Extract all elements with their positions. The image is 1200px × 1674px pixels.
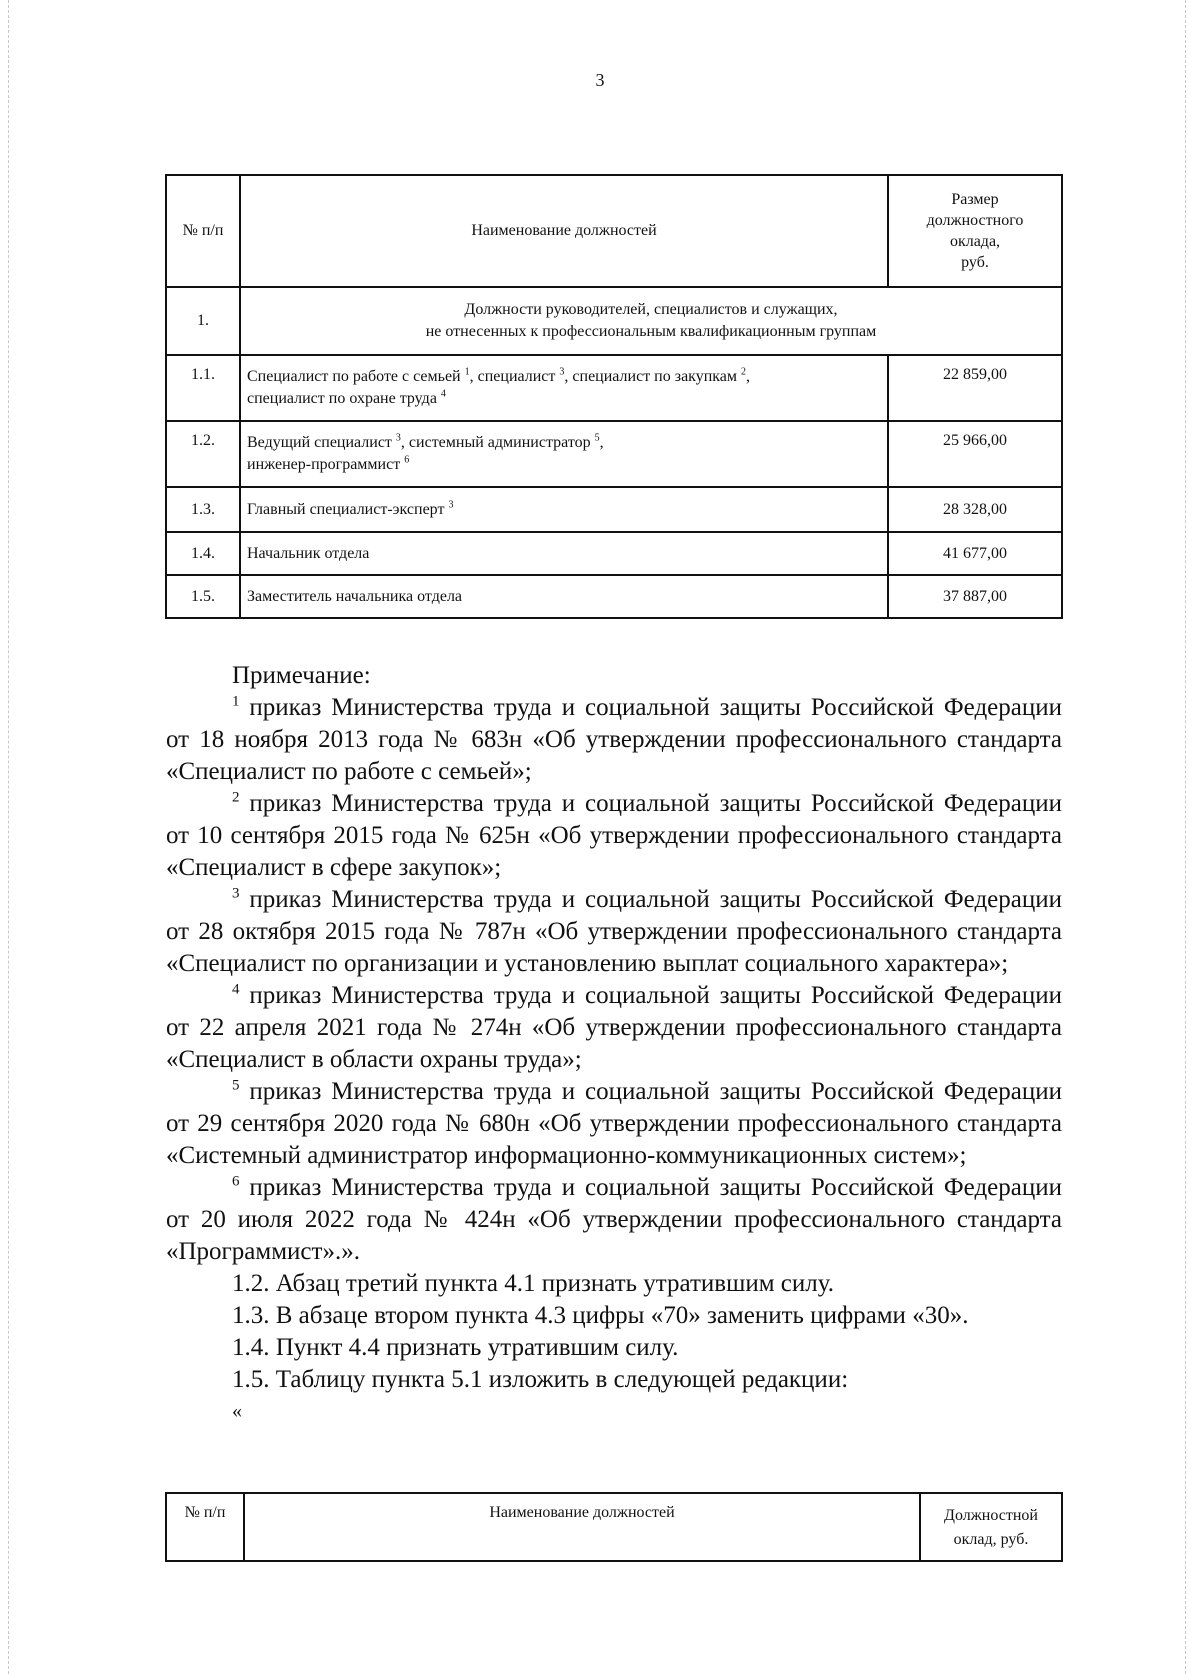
- header-num: № п/п: [166, 175, 240, 287]
- header-num: № п/п: [166, 1493, 244, 1561]
- row-position: Специалист по работе с семьей $^1$, специалист $^3$, специалист по закупкам $^2$, специалист по охране труда $^4$: [240, 355, 888, 421]
- footnote-5: $^5$ приказ Министерства труда и социальной защиты Российской Федерации от 29 сентября 2020 года № 680н «Об утверждении профессионального стандарта «Системный администратор информационно-коммуникационных систем»;: [166, 1077, 1062, 1169]
- quote-open-mark: «: [232, 1400, 242, 1422]
- row-position: Ведущий специалист $^3$, системный администратор $^5$, инженер-программист $^6$: [240, 421, 888, 487]
- row-position: Главный специалист-эксперт $^3$: [240, 487, 888, 532]
- section-num: 1.: [166, 287, 240, 355]
- row-salary: 22 859,00: [888, 355, 1062, 421]
- header-name: Наименование должностей: [244, 1493, 920, 1561]
- clause-1-5: 1.5. Таблицу пункта 5.1 изложить в следующей редакции:: [232, 1366, 849, 1393]
- row-num: 1.1.: [166, 355, 240, 421]
- footnote-6: $^6$ приказ Министерства труда и социальной защиты Российской Федерации от 20 июля 2022 года № 424н «Об утверждении профессионального стандарта «Программист».».: [166, 1173, 1062, 1265]
- table-row: [166, 532, 1062, 575]
- row-num: 1.4.: [166, 532, 240, 575]
- table-header-row: [166, 1493, 1062, 1561]
- footnote-3: $^3$ приказ Министерства труда и социальной защиты Российской Федерации от 28 октября 2015 года № 787н «Об утверждении профессионального стандарта «Специалист по организации и установлению выплат социального характера»;: [166, 885, 1062, 977]
- salary-table: [165, 174, 1063, 619]
- section-title: Должности руководителей, специалистов и служащих, не отнесенных к профессиональным квалификационным группам: [240, 287, 1062, 355]
- row-num: 1.5.: [166, 575, 240, 618]
- footnote-4: $^4$ приказ Министерства труда и социальной защиты Российской Федерации от 22 апреля 2021 года № 274н «Об утверждении профессионального стандарта «Специалист в области охраны труда»;: [166, 981, 1062, 1073]
- notes-title: Примечание:: [232, 662, 371, 689]
- header-name: Наименование должностей: [240, 175, 888, 287]
- page-number: 3: [595, 70, 605, 90]
- header-salary: Размер должностного оклада, руб.: [888, 175, 1062, 287]
- header-salary: Должностной оклад, руб.: [920, 1493, 1062, 1561]
- row-num: 1.2.: [166, 421, 240, 487]
- row-position: Заместитель начальника отдела: [240, 575, 888, 618]
- table-header-row: [166, 175, 1062, 287]
- row-salary: 37 887,00: [888, 575, 1062, 618]
- row-position: Начальник отдела: [240, 532, 888, 575]
- salary-table-next: [165, 1492, 1063, 1562]
- table-row: [166, 421, 1062, 487]
- table-row: [166, 355, 1062, 421]
- clause-1-3: 1.3. В абзаце втором пункта 4.3 цифры «70» заменить цифрами «30».: [232, 1302, 969, 1329]
- clause-1-2: 1.2. Абзац третий пункта 4.1 признать утратившим силу.: [232, 1270, 834, 1297]
- clause-1-4: 1.4. Пункт 4.4 признать утратившим силу.: [232, 1334, 679, 1361]
- notes-section: [166, 660, 1062, 1426]
- section-row: [166, 287, 1062, 355]
- footnote-2: $^2$ приказ Министерства труда и социальной защиты Российской Федерации от 10 сентября 2015 года № 625н «Об утверждении профессионального стандарта «Специалист в сфере закупок»;: [166, 789, 1062, 881]
- row-salary: 28 328,00: [888, 487, 1062, 532]
- table-row: [166, 487, 1062, 532]
- row-num: 1.3.: [166, 487, 240, 532]
- scan-edge-right: [1185, 0, 1186, 1674]
- footnote-1: $^1$ приказ Министерства труда и социальной защиты Российской Федерации от 18 ноября 2013 года № 683н «Об утверждении профессионального стандарта «Специалист по работе с семьей»;: [166, 693, 1062, 785]
- row-salary: 41 677,00: [888, 532, 1062, 575]
- table-row: [166, 575, 1062, 618]
- row-salary: 25 966,00: [888, 421, 1062, 487]
- scan-edge-left: [8, 0, 9, 1674]
